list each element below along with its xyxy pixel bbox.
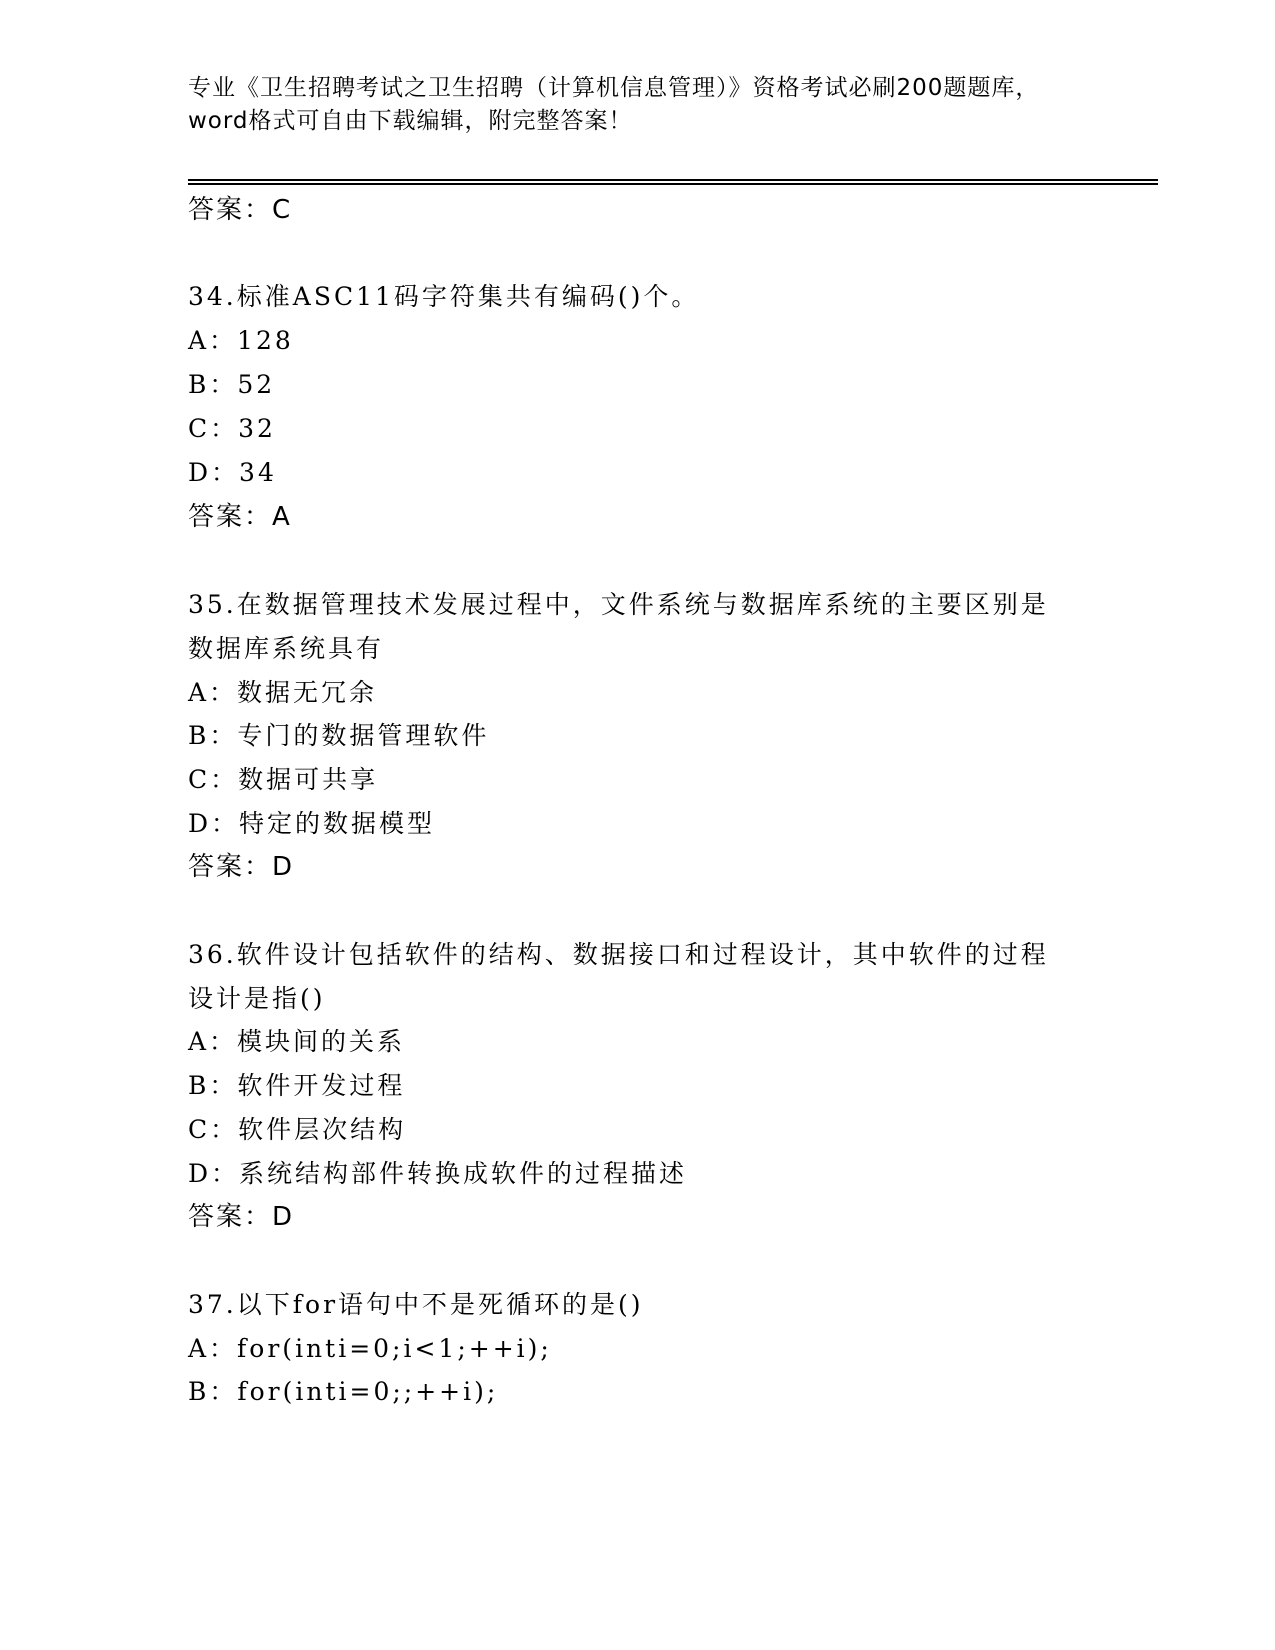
- answer-value: D: [272, 1202, 295, 1232]
- answer-label: 答案：: [188, 852, 273, 882]
- header-rule-bottom: [188, 183, 1158, 185]
- question-37-option-a: A：for(inti=0;i<1;++i);: [188, 1334, 552, 1363]
- question-37-option-b: B：for(inti=0;;++i);: [188, 1377, 499, 1406]
- question-35-option-d: D：特定的数据模型: [188, 809, 436, 838]
- question-35-answer: [188, 850, 294, 884]
- question-36-option-a: A：模块间的关系: [188, 1027, 406, 1056]
- question-34-option-a: A：128: [188, 326, 294, 355]
- question-35-option-b: B：专门的数据管理软件: [188, 721, 490, 750]
- question-34-option-b: B：52: [188, 370, 276, 399]
- question-36-option-c: C：软件层次结构: [188, 1115, 407, 1144]
- question-36-stem-line-1: 36.软件设计包括软件的结构、数据接口和过程设计，其中软件的过程: [188, 940, 1049, 969]
- answer-value: D: [272, 852, 295, 882]
- header-line-1: 专业《卫生招聘考试之卫生招聘（计算机信息管理）》资格考试必刷200题题库，: [188, 75, 1040, 101]
- question-34-stem: 34.标准ASC11码字符集共有编码()个。: [188, 282, 700, 311]
- header-rule-top: [188, 179, 1158, 181]
- question-37-stem: 37.以下for语句中不是死循环的是(): [188, 1290, 644, 1319]
- question-36-stem-line-2: 设计是指(): [188, 984, 326, 1013]
- answer-label: 答案：: [188, 1202, 273, 1232]
- question-34-option-c: C：32: [188, 414, 276, 443]
- prev-answer: [188, 193, 292, 227]
- question-35-stem-line-2: 数据库系统具有: [188, 634, 385, 663]
- document-header: [188, 72, 1088, 138]
- question-35-option-a: A：数据无冗余: [188, 678, 378, 707]
- question-34-option-d: D：34: [188, 458, 277, 487]
- question-36-option-d: D：系统结构部件转换成软件的过程描述: [188, 1159, 688, 1188]
- answer-label: 答案：: [188, 502, 273, 532]
- question-35-option-c: C：数据可共享: [188, 765, 379, 794]
- question-36-option-b: B：软件开发过程: [188, 1071, 406, 1100]
- answer-label: 答案：: [188, 195, 273, 225]
- question-34-answer: [188, 500, 292, 534]
- answer-value: A: [272, 502, 292, 532]
- header-line-2: word格式可自由下载编辑，附完整答案！: [188, 108, 633, 134]
- question-35-stem-line-1: 35.在数据管理技术发展过程中，文件系统与数据库系统的主要区别是: [188, 590, 1049, 619]
- question-36-answer: [188, 1200, 294, 1234]
- answer-value: C: [272, 195, 293, 225]
